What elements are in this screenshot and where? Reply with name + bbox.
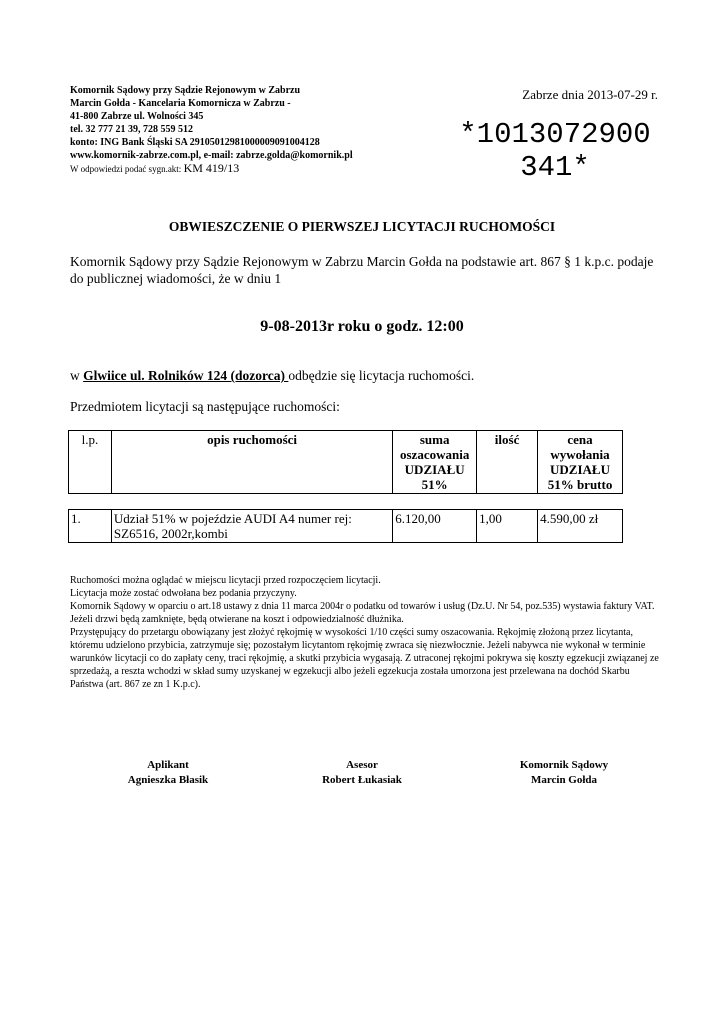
- cell-lp: 1.: [69, 510, 112, 543]
- signature-bailiff: [464, 758, 664, 788]
- signature-name: Agnieszka Błasik: [127, 774, 209, 786]
- note-deposit: Przystępujący do przetargu obowiązany jest złożyć rękojmię w wysokości 1/10 części sumy oszacowania. Rękojmię złożoną przez licytanta, któremu udzielono przybicia, zatrzymuje się; pozostałym licytantom rękojmię zwraca się niezwłocznie. Jeżeli nabywca nie wykonał w terminie warunków licytacji co do zapłaty ceny, traci rękojmię, a skutki przybicia wygasają. Z utraconej rękojmi pokrywa się koszty egzekucji związanej ze sprzedażą, a reszta wchodzi w skład sumy uzyskanej w egzekucji albo jeżeli egzekucja została umorzona jest przelewana na dochód Skarbu Państwa (art. 867 ze zn 1 K.p.c).: [70, 627, 659, 690]
- items-table: [68, 509, 623, 543]
- items-table-header: [68, 430, 623, 494]
- note-locked-doors: Jeżeli drzwi będą zamknięte, będą otwierane na koszt i odpowiedzialność dłużnika.: [70, 614, 404, 625]
- header-sum-line: oszacowania: [399, 447, 470, 462]
- header-sum: [393, 431, 477, 494]
- cell-quantity: 1,00: [477, 510, 538, 543]
- place-suffix: odbędzie się licytacja ruchomości.: [288, 368, 475, 383]
- case-reference: [70, 162, 440, 176]
- table-row: [69, 510, 623, 543]
- header-description: opis ruchomości: [111, 431, 392, 494]
- header-price-line: wywołania: [550, 447, 610, 462]
- letterhead-account: konto: ING Bank Śląski SA 29105012981000009091004128: [70, 137, 320, 148]
- cell-sum: 6.120,00: [393, 510, 477, 543]
- description-line: Udział 51% w pojeździe AUDI A4 numer rej:: [113, 511, 352, 526]
- description-line: SZ6516, 2002r,kombi: [113, 526, 228, 541]
- signature-name: Robert Łukasiak: [322, 774, 402, 786]
- barcode-text: [440, 118, 670, 184]
- header-sum-line: suma: [419, 432, 450, 447]
- case-reference-number: KM 419/13: [183, 161, 240, 175]
- header-quantity: ilość: [477, 431, 538, 494]
- cell-description: [111, 510, 392, 543]
- note-vat: Komornik Sądowy w oparciu o art.18 ustawy z dnia 11 marca 2004r o podatku od towarów i usług (Dz.U. Nr 54, poz.535) wystawia faktury VAT.: [70, 601, 655, 612]
- document-date: Zabrze dnia 2013-07-29 r.: [522, 87, 658, 102]
- signature-assessor: [262, 758, 462, 788]
- header-sum-line: UDZIAŁU: [404, 462, 465, 477]
- subject-line: Przedmiotem licytacji są następujące ruchomości:: [70, 399, 340, 414]
- header-sum-line: 51%: [421, 477, 448, 492]
- intro-paragraph: Komornik Sądowy przy Sądzie Rejonowym w Zabrzu Marcin Gołda na podstawie art. 867 § 1 k.p.c. podaje do publicznej wiadomości, że w dniu 1: [70, 254, 654, 286]
- letterhead-address: 41-800 Zabrze ul. Wolności 345: [70, 111, 204, 122]
- letterhead-bailiff: Marcin Gołda - Kancelaria Komornicza w Zabrzu -: [70, 98, 291, 109]
- signature-name: Marcin Gołda: [530, 774, 598, 786]
- signature-role: Aplikant: [147, 759, 189, 771]
- auction-place: [70, 368, 474, 384]
- letterhead-office: Komornik Sądowy przy Sądzie Rejonowym w Zabrzu: [70, 85, 301, 96]
- note-viewing: Ruchomości można oglądać w miejscu licytacji przed rozpoczęciem licytacji.: [70, 575, 381, 586]
- signature-trainee: [68, 758, 268, 788]
- header-price-line: UDZIAŁU: [550, 462, 610, 477]
- header-lp: l.p.: [69, 431, 112, 494]
- barcode-line-1: *1013072900: [459, 118, 651, 151]
- note-cancellation: Licytacja może zostać odwołana bez podania przyczyny.: [70, 588, 297, 599]
- header-price: [538, 431, 623, 494]
- case-reference-label: W odpowiedzi podać sygn.akt:: [70, 164, 182, 174]
- barcode-line-2: 341*: [520, 151, 590, 184]
- signature-role: Komornik Sądowy: [519, 759, 609, 771]
- letterhead-web-email: www.komornik-zabrze.com.pl, e-mail: zabrze.golda@komornik.pl: [70, 150, 353, 161]
- header-price-line: cena: [567, 432, 593, 447]
- cell-price: 4.590,00 zł: [538, 510, 623, 543]
- signature-role: Asesor: [346, 759, 378, 771]
- place-prefix: w: [70, 368, 84, 383]
- header-price-line: 51% brutto: [547, 477, 613, 492]
- auction-datetime: 9-08-2013r roku o godz. 12:00: [260, 318, 464, 335]
- auction-notes: [70, 574, 660, 691]
- letterhead: [70, 84, 440, 176]
- letterhead-phone: tel. 32 777 21 39, 728 559 512: [70, 124, 194, 135]
- document-title: OBWIESZCZENIE O PIERWSZEJ LICYTACJI RUCHOMOŚCI: [168, 219, 556, 234]
- place-location: Glwiice ul. Rolników 124 (dozorca): [83, 368, 289, 383]
